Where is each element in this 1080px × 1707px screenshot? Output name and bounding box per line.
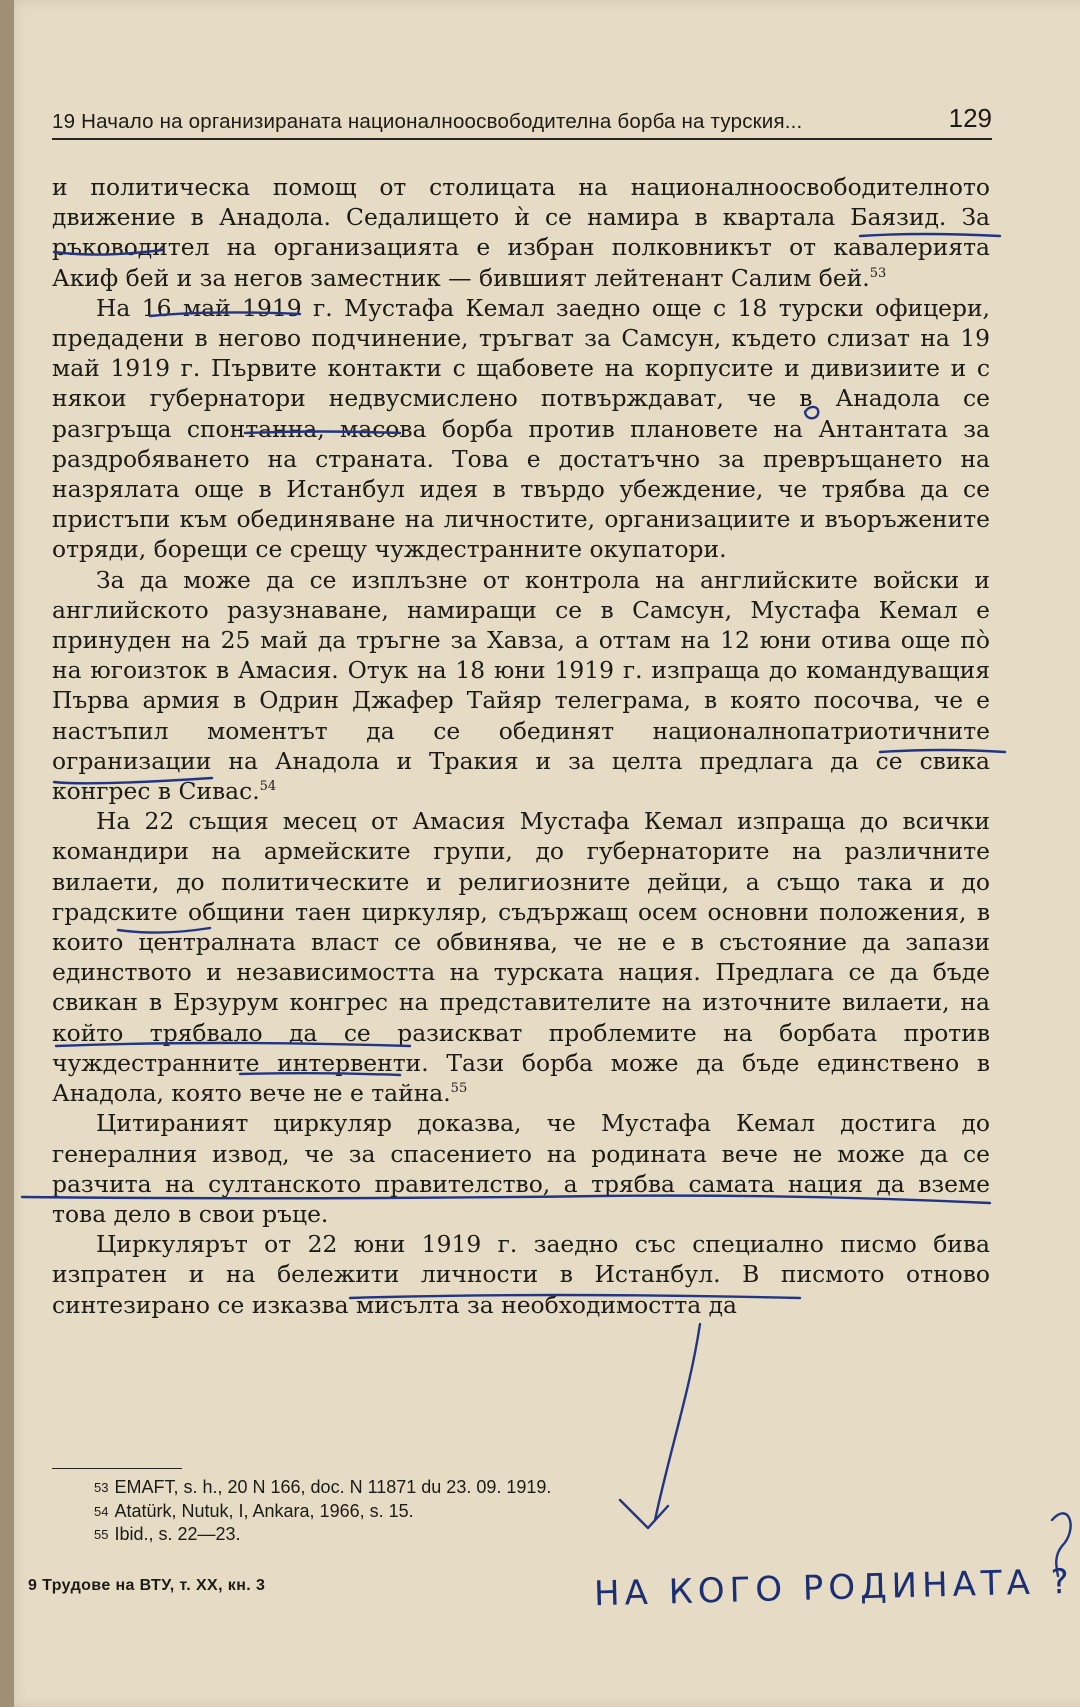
page-number: 129: [948, 103, 992, 133]
paragraph-5: Цитираният циркуляр доказва, че Мустафа Кемал достига до генералния извод, че за спасението на родината вече не може да се разчита на султанското правителство, а трябва самата нация да вземе това дело в свои ръце.: [52, 1109, 990, 1228]
paragraph-6: Циркулярът от 22 юни 1919 г. заедно със специално писмо бива изпратен и на бележити личности в Истанбул. В писмото отново синтезирано се изказва мисълта за необходимостта да: [52, 1230, 990, 1319]
paragraph-3: За да може да се изплъзне от контрола на английските войски и английското разузнаване, намиращи се в Самсун, Мустафа Кемал е принуден на 25 май да тръгне за Хавза, а оттам на 12 юни отива още по̀ на югоизток в Амасия. Отук на 18 юни 1919 г. изпраща до командуващия Първа армия в Одрин Джафер Тайяр телеграма, в която посочва, че е настъпил моментът да се обединят националнопатриотичните огранизации на Анадола и Тракия и за целта предлага да се свика конгрес в Сивас.$^{54}$: [52, 565, 990, 806]
footnote-55: $^{55}$ Ibid., s. 22—23.: [94, 1524, 241, 1544]
footnotes: [94, 1476, 854, 1547]
header-title: 19 Начало на организираната националноосвободителна борба на турския...: [52, 110, 803, 133]
footnote-ref-53: 53: [869, 265, 887, 281]
body-text: [52, 172, 990, 1320]
paragraph-2: На 16 май 1919 г. Мустафа Кемал заедно още с 18 турски офицери, предадени в негово подчинение, тръгват за Самсун, където слизат на 19 май 1919 г. Първите контакти с щабовете на корпусите и дивизиите и с някои губернатори недвусмислено потвърждават, че в Анадола се разгръща спонтанна, масова борба против плановете на Антантата за раздробяването на страната. Това е достатъчно за превръщането на назрялата още в Истанбул идея в твърдо убеждение, че трябва да се пристъпи към обединяване на личностите, организациите и въоръжените отряди, борещи се срещу чуждестранните окупатори.: [52, 293, 990, 564]
handwritten-note: НА КОГО РОДИНАТА ?: [593, 1561, 1075, 1615]
running-header: [52, 94, 992, 140]
footnote-ref-54: 54: [259, 779, 277, 795]
book-spine-shadow: [0, 0, 14, 1707]
paragraph-4: На 22 същия месец от Амасия Мустафа Кемал изпраща до всички командири на армейските групи, до губернаторите на различните вилаети, до политическите и религиозните дейци, а също така и до градските общини таен циркуляр, съдържащ осем основни положения, в които централната власт се обвинява, че не е в състояние да запази единството и независимостта на турската нация. Предлага се да бъде свикан в Ерзурум конгрес на представителите на източните вилаети, на който трябвало да се разискват проблемите на борбата против чуждестранните интервенти. Тази борба може да бъде единствено в Анадола, която вече не е тайна.$^{55}$: [52, 807, 990, 1108]
footnote-53: $^{53}$ EMAFT, s. h., 20 N 166, doc. N 11871 du 23. 09. 1919.: [94, 1477, 552, 1497]
footnote-rule: [52, 1468, 182, 1469]
footnote-54: $^{54}$ Atatürk, Nutuk, I, Ankara, 1966, s. 15.: [94, 1500, 414, 1521]
footnote-ref-55: 55: [450, 1081, 468, 1097]
paragraph-1: и политическа помощ от столицата на националноосвободителното движение в Анадола. Седалището ѝ се намира в квартала Баязид. За ръководител на организацията е избран полковникът от кавалерията Акиф бей и за негов заместник — бившият лейтенант Салим бей.$^{53}$: [52, 173, 990, 292]
printer-signature: 9 Трудове на ВТУ, т. XX, кн. 3: [28, 1577, 266, 1594]
